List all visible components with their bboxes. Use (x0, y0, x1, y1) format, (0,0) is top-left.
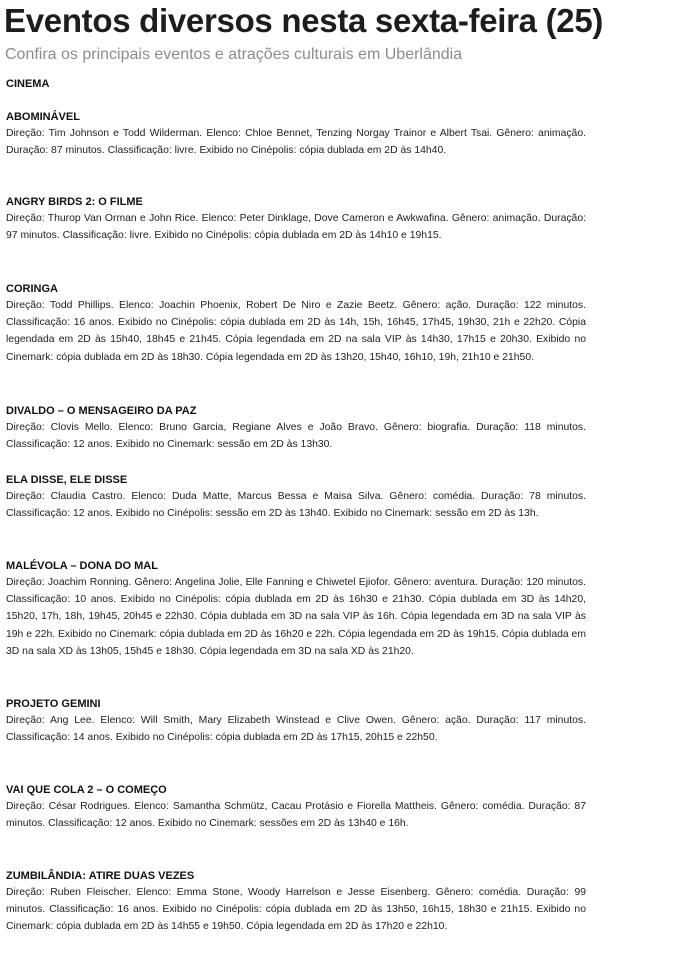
movie-entry-zumbilandia (6, 869, 586, 936)
movie-description: Direção: Todd Phillips. Elenco: Joachin Phoenix, Robert De Niro e Zazie Beetz. Gênero: ação. Duração: 122 minutos. Classificação: 16 anos. Exibido no Cinépolis: cópia dublada em 2D às 14h, 15h, 16h45, 17h45, 19h30, 21h e 22h20. Cópia legendada em 2D às 15h40, 18h45 e 21h45. Cópia legendada em 2D na sala VIP às 14h30, 17h15 e 20h30. Exibido no Cinemark: cópia dublada em 2D às 18h30. Cópia legendada em 2D às 13h20, 15h40, 16h10, 19h, 21h10 e 21h50. (6, 300, 586, 363)
movie-title: ABOMINÁVEL (6, 111, 80, 123)
movie-title: ELA DISSE, ELE DISSE (6, 474, 128, 486)
movie-description: Direção: Thurop Van Orman e John Rice. Elenco: Peter Dinklage, Dove Cameron e Awkwafina. Gênero: animação. Duração: 97 minutos. Classificação: livre. Exibido no Cinépolis: cópia dublada em 2D às 14h10 e 19h15. (6, 213, 586, 242)
page-title: Eventos diversos nesta sexta-feira (25) (4, 2, 604, 39)
movie-entry-angry-birds-2 (6, 195, 586, 244)
movie-description: Direção: Claudia Castro. Elenco: Duda Matte, Marcus Bessa e Maisa Silva. Gênero: comédia. Duração: 78 minutos. Classificação: 12 anos. Exibido no Cinépolis: sessão em 2D às 13h40. Exibido no Cinemark: sessão em 2D às 13h. (6, 491, 586, 520)
movie-description: Direção: Ang Lee. Elenco: Will Smith, Mary Elizabeth Winstead e Clive Owen. Gênero: ação. Duração: 117 minutos. Classificação: 14 anos. Exibido no Cinépolis: cópia dublada em 2D às 17h15, 20h15 e 22h50. (6, 715, 586, 744)
movie-description: Direção: César Rodrigues. Elenco: Samantha Schmütz, Cacau Protásio e Fiorella Mattheis. Gênero: comédia. Duração: 87 minutos. Classificação: 12 anos. Exibido no Cinemark: sessões em 2D às 13h40 e 16h. (6, 801, 586, 830)
movie-entry-ela-disse-ele-disse (6, 473, 586, 522)
movie-entry-abominavel (6, 110, 586, 159)
movie-description: Direção: Ruben Fleischer. Elenco: Emma Stone, Woody Harrelson e Jesse Eisenberg. Gênero: comédia. Duração: 99 minutos. Classificação: 16 anos. Exibido no Cinépolis: cópia dublada em 2D às 13h50, 16h15, 18h30 e 21h15. Exibido no Cinemark: cópia dublada em 2D às 14h55 e 19h50. Cópia legendada em 2D às 17h20 e 22h10. (6, 887, 586, 933)
movie-entry-coringa (6, 282, 586, 366)
movie-title: ANGRY BIRDS 2: O FILME (6, 196, 143, 208)
movie-title: DIVALDO – O MENSAGEIRO DA PAZ (6, 405, 197, 417)
section-label-cinema: CINEMA (6, 78, 50, 90)
page-subtitle: Confira os principais eventos e atrações culturais em Uberlândia (5, 46, 463, 63)
movie-title: ZUMBILÂNDIA: ATIRE DUAS VEZES (6, 870, 195, 882)
movie-title: VAI QUE COLA 2 – O COMEÇO (6, 784, 167, 796)
movie-description: Direção: Tim Johnson e Todd Wilderman. Elenco: Chloe Bennet, Tenzing Norgay Trainor e Albert Tsai. Gênero: animação. Duração: 87 minutos. Classificação: livre. Exibido no Cinépolis: cópia dublada em 2D às 14h40. (6, 128, 586, 157)
movie-entry-malevola (6, 559, 586, 660)
movie-entry-divaldo (6, 404, 586, 453)
movie-description: Direção: Joachim Ronning. Gênero: Angelina Jolie, Elle Fanning e Chiwetel Ejiofor. Gênero: aventura. Duração: 120 minutos. Classificação: 10 anos. Exibido no Cinépolis: cópia dublada em 2D às 16h30 e 21h30. Cópia dublada em 3D às 14h20, 15h20, 17h, 18h, 19h45, 20h45 e 22h30. Cópia dublada em 3D na sala VIP às 16h. Cópia legendada em 3D na sala VIP às 19h e 22h. Exibido no Cinemark: cópia dublada em 2D às 16h20 e 22h. Cópia legendada em 2D às 19h15. Cópia dublada em 3D na sala XD às 13h05, 15h45 e 18h30. Cópia legendada em 3D na sala XD às 21h20. (6, 577, 586, 657)
movie-entry-projeto-gemini (6, 697, 586, 746)
movie-title: PROJETO GEMINI (6, 698, 101, 710)
movie-entry-vai-que-cola-2 (6, 783, 586, 832)
movie-title: MALÉVOLA – DONA DO MAL (6, 560, 158, 572)
movie-description: Direção: Clovis Mello. Elenco: Bruno Garcia, Regiane Alves e João Bravo. Gênero: biografia. Duração: 118 minutos. Classificação: 12 anos. Exibido no Cinemark: sessão em 2D às 13h30. (6, 422, 586, 451)
movie-title: CORINGA (6, 283, 58, 295)
